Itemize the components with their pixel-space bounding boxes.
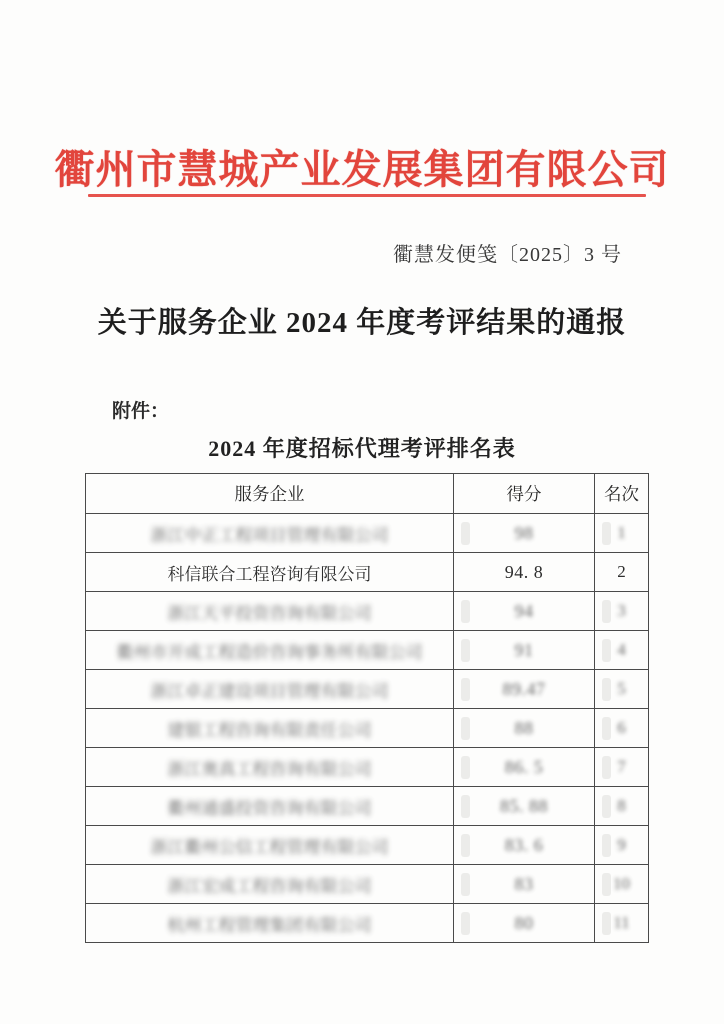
score-cell — [454, 709, 595, 748]
table-row — [86, 826, 649, 865]
company-name: 浙江天平投资咨询有限公司 — [167, 603, 372, 623]
company-name: 浙江衢州公信工程管理有限公司 — [150, 837, 389, 857]
company-name: 建银工程咨询有限责任公司 — [167, 720, 372, 740]
header-score: 得分 — [454, 474, 595, 514]
company-name: 浙江奥真工程咨询有限公司 — [167, 759, 372, 779]
company-cell — [86, 670, 454, 709]
table-row — [86, 631, 649, 670]
score-value: 83. 6 — [504, 834, 544, 855]
score-value: 98 — [514, 522, 534, 543]
letterhead-title: 衢州市慧城产业发展集团有限公司 — [54, 147, 670, 192]
table-row — [86, 670, 649, 709]
company-cell — [86, 748, 454, 787]
rank-value: 7 — [617, 757, 626, 776]
table-row — [86, 592, 649, 631]
score-cell — [454, 787, 595, 826]
company-name: 浙江中正工程项目管理有限公司 — [150, 525, 389, 545]
company-cell — [86, 592, 454, 631]
company-name: 衢州市开成工程造价咨询事务所有限公司 — [116, 642, 423, 662]
rank-cell — [595, 826, 649, 865]
company-cell — [86, 631, 454, 670]
table-body — [86, 514, 649, 943]
rank-cell — [595, 904, 649, 943]
company-name: 科信联合工程咨询有限公司 — [167, 564, 372, 584]
rank-cell — [595, 592, 649, 631]
rank-cell — [595, 787, 649, 826]
rank-cell — [595, 631, 649, 670]
rank-cell — [595, 709, 649, 748]
rank-cell — [595, 553, 649, 592]
company-cell — [86, 904, 454, 943]
letterhead-divider-line — [88, 194, 646, 197]
notice-title: 关于服务企业 2024 年度考评结果的通报 — [97, 307, 627, 339]
company-name: 浙江卓正建设项目管理有限公司 — [150, 681, 389, 701]
score-value: 91 — [514, 639, 534, 660]
score-value: 80 — [514, 912, 534, 933]
score-value: 83 — [514, 873, 534, 894]
table-row — [86, 904, 649, 943]
score-value: 94 — [514, 600, 534, 621]
company-name: 浙江宏成工程咨询有限公司 — [167, 876, 372, 896]
rank-value: 4 — [617, 640, 626, 659]
rank-value: 9 — [617, 835, 626, 854]
table-title: 2024 年度招标代理考评排名表 — [208, 436, 516, 461]
score-cell — [454, 865, 595, 904]
header-rank: 名次 — [595, 474, 649, 514]
header-company: 服务企业 — [86, 474, 454, 514]
company-cell — [86, 865, 454, 904]
rank-value: 10 — [613, 874, 630, 893]
company-name: 杭州工程管理集团有限公司 — [167, 915, 372, 935]
score-value: 88 — [514, 717, 534, 738]
rank-value: 5 — [617, 679, 626, 698]
rank-value: 11 — [613, 913, 630, 932]
score-value: 89.47 — [502, 678, 546, 699]
rank-value: 1 — [617, 523, 626, 542]
score-cell — [454, 748, 595, 787]
table-row — [86, 553, 649, 592]
rank-value: 6 — [617, 718, 626, 737]
table-row — [86, 787, 649, 826]
table-row — [86, 865, 649, 904]
score-cell — [454, 670, 595, 709]
company-cell — [86, 514, 454, 553]
score-value: 86. 5 — [504, 756, 544, 777]
company-cell — [86, 826, 454, 865]
ranking-table — [85, 473, 649, 943]
score-value: 85. 88 — [500, 795, 548, 816]
table-row — [86, 514, 649, 553]
table-row — [86, 709, 649, 748]
company-name: 衢州通盛投资咨询有限公司 — [167, 798, 372, 818]
score-cell — [454, 826, 595, 865]
company-cell — [86, 709, 454, 748]
document-number: 衢慧发便笺〔2025〕3 号 — [393, 244, 622, 266]
table-header-row — [86, 474, 649, 514]
rank-cell — [595, 514, 649, 553]
rank-cell — [595, 670, 649, 709]
score-cell — [454, 514, 595, 553]
score-cell — [454, 592, 595, 631]
rank-value: 2 — [617, 562, 626, 581]
company-cell — [86, 553, 454, 592]
attachment-label: 附件： — [112, 401, 170, 422]
score-cell — [454, 631, 595, 670]
table-row — [86, 748, 649, 787]
rank-value: 8 — [617, 796, 626, 815]
score-value: 94. 8 — [504, 561, 544, 582]
rank-cell — [595, 865, 649, 904]
score-cell — [454, 553, 595, 592]
score-cell — [454, 904, 595, 943]
rank-value: 3 — [617, 601, 626, 620]
rank-cell — [595, 748, 649, 787]
company-cell — [86, 787, 454, 826]
